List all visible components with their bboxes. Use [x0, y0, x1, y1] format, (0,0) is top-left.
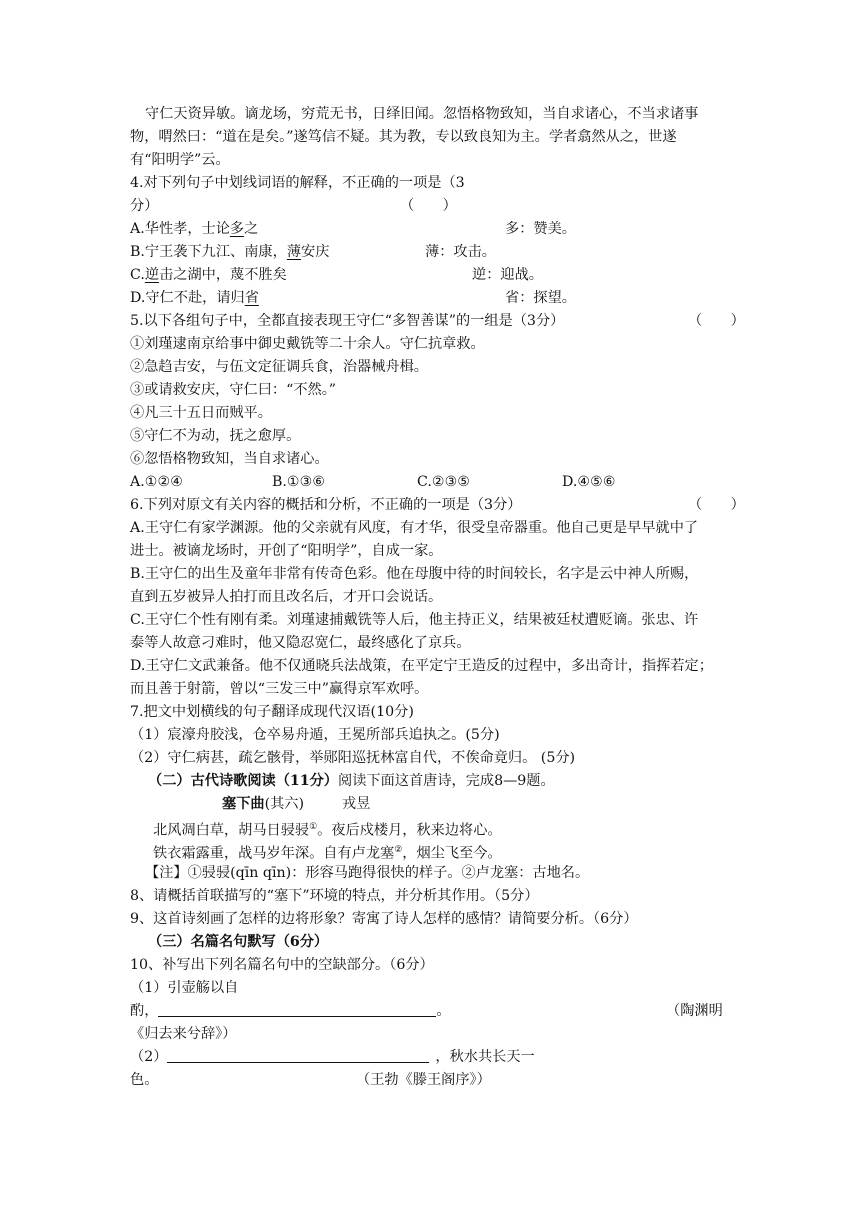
section-2-heading: [148, 770, 555, 792]
poem-title-text: 塞下曲: [222, 796, 265, 812]
answer-blank[interactable]: [167, 1048, 429, 1063]
underlined-word: 省: [244, 290, 259, 306]
poem-text: 。夜后戍楼月，秋来边将心。: [317, 822, 502, 839]
option-line: C.王守仁个性有刚有柔。刘瑾逮捕戴铣等人后，他主持正义，结果被廷杖遭贬谪。张忠、许: [130, 612, 699, 628]
answer-paren: （ ）: [688, 497, 745, 513]
translation-sentence: （2）守仁病甚，疏乞骸骨，举郧阳巡抚林富自代，不俟命竟归。 (5分): [130, 750, 576, 766]
list-item: ②急趋吉安，与伍文定征调兵食，治器械舟楫。: [130, 359, 428, 375]
translation-sentence: （1）宸濠舟胶浅，仓卒易舟遁，王冕所部兵追执之。(5分): [130, 727, 500, 743]
option-text: A.华性孝，士论: [130, 221, 230, 237]
fill-blank-1: [130, 1000, 451, 1022]
choice-a: A.①②④: [130, 474, 183, 490]
section-3-heading: （三）名篇名句默写（6分）: [148, 934, 329, 950]
list-item: ⑤守仁不为动，抚之愈厚。: [130, 428, 301, 444]
choice-c: C.②③⑤: [417, 474, 471, 490]
option-line: 进士。被谪龙场时，开创了“阳明学”，自成一家。: [130, 543, 443, 559]
option-gloss: 多：赞美。: [505, 221, 576, 237]
option-text: D.守仁不赴，请归: [130, 290, 245, 306]
option-gloss: 逆：迎战。: [472, 267, 543, 283]
answer-paren: （ ）: [400, 198, 457, 214]
passage-line: 有“阳明学”云。: [130, 152, 230, 168]
option-text: 击之湖中，蔑不胜矣: [159, 267, 287, 283]
section-instruction: 阅读下面这首唐诗，完成8—9题。: [338, 773, 555, 789]
option-line: D.王守仁文武兼备。他不仅通晓兵法战策，在平定宁王造反的过程中，多出奇计，指挥若定；: [130, 658, 713, 674]
option-text: 之: [244, 221, 259, 237]
question-10: 10、补写出下列名篇名句中的空缺部分。（6分）: [130, 957, 434, 973]
poem-line: [153, 839, 502, 865]
poem-text: ，烟尘飞至今。: [402, 845, 502, 862]
answer-blank[interactable]: [158, 1002, 436, 1017]
blank-suffix: 。: [436, 1003, 451, 1019]
question-6-stem: 6.下列对原文有关内容的概括和分析，不正确的一项是（3分）: [130, 497, 522, 513]
question-9: 9、这首诗刻画了怎样的边将形象？寄寓了诗人怎样的感情？请简要分析。（6分）: [130, 911, 638, 927]
passage-line: 物，喟然曰：“道在是矣。”遂笃信不疑。其为教，专以致良知为主。学者翕然从之，世遂: [130, 129, 677, 145]
fill-blank-2: [130, 1046, 535, 1068]
option-line: B.王守仁的出生及童年非常有传奇色彩。他在母腹中待的时间较长，名字是云中神人所赐，: [130, 566, 699, 582]
option-a: [130, 218, 258, 240]
option-line: 直到五岁被异人拍打而且改名后，才开口会说话。: [130, 589, 443, 605]
poem-line: [153, 816, 502, 842]
choice-b: B.①③⑥: [272, 474, 326, 490]
note-marker: ②: [394, 845, 403, 855]
blank-suffix: ，秋水共长天一: [435, 1049, 535, 1065]
poem-title: [222, 793, 304, 815]
question-4-stem: 4.对下列句子中划线词语的解释，不正确的一项是（3: [130, 175, 465, 191]
option-line: A.王守仁有家学渊源。他的父亲就有风度，有才华，很受皇帝器重。他自己更是早早就中了: [130, 520, 699, 536]
question-8: 8、请概括首联描写的“塞下”环境的特点，并分析其作用。（5分）: [130, 888, 539, 904]
question-7-stem: 7.把文中划横线的句子翻译成现代汉语(10分): [130, 704, 414, 720]
poem-text: 铁衣霜露重，战马岁年深。自有卢龙塞: [153, 845, 395, 862]
option-gloss: 薄：攻击。: [425, 244, 496, 260]
note-marker: ①: [309, 822, 318, 832]
option-d: [130, 287, 259, 309]
option-text: C.: [130, 267, 145, 283]
list-item: ⑥忽悟格物致知，当自求诸心。: [130, 451, 329, 467]
option-line: 泰等人故意刁难时，他又隐忍宽仁，最终感化了京兵。: [130, 635, 471, 651]
underlined-word: 薄: [286, 244, 302, 260]
poem-text: 北风凋白草，胡马日骎骎: [153, 822, 310, 839]
poet-name: 戎昱: [342, 796, 371, 812]
blank-prefix: 酌，: [130, 1003, 159, 1019]
option-b: [130, 241, 329, 263]
option-c: [130, 264, 287, 286]
list-item: ①刘瑾逮南京给事中御史戴铣等二十余人。守仁抗章救。: [130, 336, 485, 352]
source-citation: （王勃《滕王阁序》）: [356, 1072, 491, 1088]
fill-blank-2-end: 色。: [130, 1072, 159, 1088]
poem-subtitle: (其六): [264, 796, 305, 812]
option-text: 安庆: [301, 244, 330, 260]
source-citation: 《归去来兮辞》）: [130, 1026, 237, 1042]
option-gloss: 省：探望。: [505, 290, 576, 306]
fill-blank-1-start: （1）引壶觞以自: [130, 980, 239, 996]
blank-prefix: （2）: [130, 1049, 168, 1065]
option-text: B.宁王袭下九江、南康，: [130, 244, 287, 260]
list-item: ④凡三十五日而贼平。: [130, 405, 272, 421]
source-citation: （陶渊明: [666, 1003, 723, 1019]
list-item: ③或请救安庆，守仁曰：“不然。”: [130, 382, 337, 398]
question-5-stem: 5.以下各组句子中，全都直接表现王守仁“多智善谋”的一组是（3分）: [130, 313, 565, 329]
underlined-word: 逆: [144, 267, 160, 283]
passage-line: 守仁天资异敏。谪龙场，穷荒无书，日绎旧闻。忽悟格物致知，当自求诸心，不当求诸事: [145, 106, 699, 122]
question-4-stem-cont: 分）: [130, 198, 159, 214]
underlined-word: 多: [229, 221, 245, 237]
poem-note: 【注】①骎骎(qīn qīn)：形容马跑得很快的样子。②卢龙塞：古地名。: [145, 865, 590, 881]
option-line: 而且善于射箭，曾以“三发三中”赢得京军欢呼。: [130, 681, 429, 697]
section-title: （二）古代诗歌阅读（11分）: [148, 773, 338, 789]
choice-d: D.④⑤⑥: [562, 474, 616, 490]
answer-paren: （ ）: [688, 313, 745, 329]
